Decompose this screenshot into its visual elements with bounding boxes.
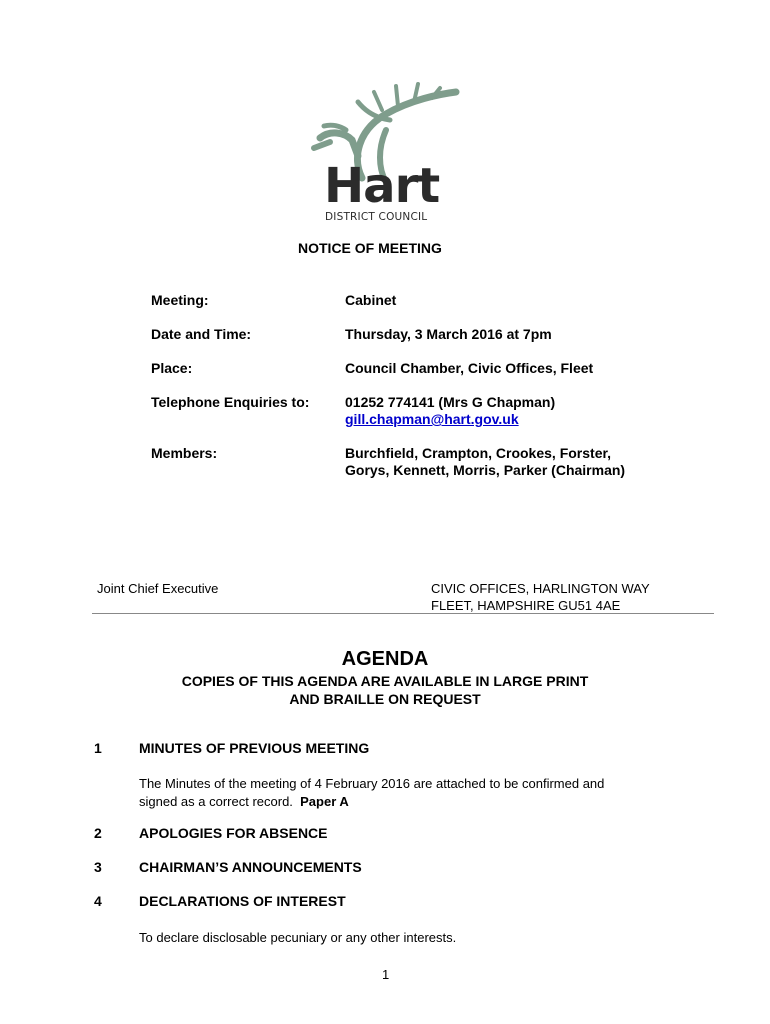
agenda-item-number: 2 [94,825,102,841]
contact-email-link[interactable]: gill.chapman@hart.gov.uk [345,411,519,427]
agenda-item-body-line1: To declare disclosable pecuniary or any other interests. [139,930,457,945]
agenda-subtitle-line2: AND BRAILLE ON REQUEST [289,691,481,707]
council-logo [300,78,470,228]
paper-reference: Paper A [300,794,349,809]
agenda-title: AGENDA [341,648,429,670]
detail-value-date: Thursday, 3 March 2016 at 7pm [345,326,552,342]
detail-value-members-line1: Burchfield, Crampton, Crookes, Forster, [345,445,612,461]
logo-subtitle: DISTRICT COUNCIL [325,211,428,223]
detail-value-place: Council Chamber, Civic Offices, Fleet [345,360,594,376]
detail-value-telephone: 01252 774141 (Mrs G Chapman) [345,394,556,410]
notice-title: NOTICE OF MEETING [298,240,442,256]
detail-label-members: Members: [151,445,218,461]
agenda-item-number: 3 [94,859,102,875]
detail-value-meeting: Cabinet [345,292,397,308]
agenda-item-heading: CHAIRMAN’S ANNOUNCEMENTS [139,859,362,875]
detail-label-telephone: Telephone Enquiries to: [151,394,310,410]
agenda-item-number: 4 [94,893,102,909]
agenda-item-body-text: signed as a correct record. [139,794,293,809]
agenda-item-heading: APOLOGIES FOR ABSENCE [139,825,328,841]
logo-wordmark: Hart [324,158,440,214]
joint-chief-executive: Joint Chief Executive [97,581,219,596]
detail-label-meeting: Meeting: [151,292,209,308]
divider-rule [92,613,714,614]
agenda-item-heading: MINUTES OF PREVIOUS MEETING [139,740,370,756]
detail-value-members-line2: Gorys, Kennett, Morris, Parker (Chairman) [345,462,626,478]
page-number: 1 [382,967,390,982]
agenda-subtitle-line1: COPIES OF THIS AGENDA ARE AVAILABLE IN LARGE PRINT [181,673,589,689]
agenda-item-heading: DECLARATIONS OF INTEREST [139,893,346,909]
address-line2: FLEET, HAMPSHIRE GU51 4AE [431,598,621,613]
agenda-item-body-line2 [139,793,349,810]
agenda-item-number: 1 [94,740,102,756]
detail-label-place: Place: [151,360,193,376]
detail-label-date: Date and Time: [151,326,252,342]
address-line1: CIVIC OFFICES, HARLINGTON WAY [431,581,650,596]
agenda-item-body-line1: The Minutes of the meeting of 4 February 2016 are attached to be confirmed and [139,776,605,791]
